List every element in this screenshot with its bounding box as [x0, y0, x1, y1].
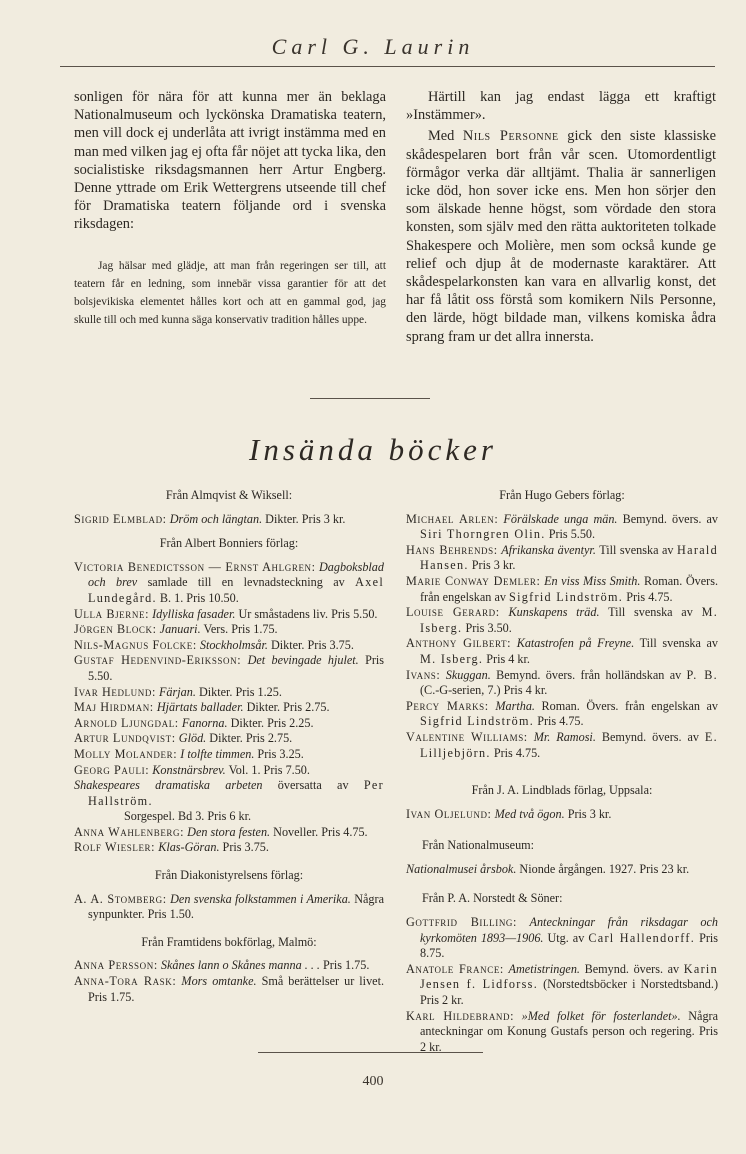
book-entry: Nils-Magnus Folcke: Stockholmsår. Dikter. Pris 3.75.	[74, 637, 354, 652]
book-entry: Marie Conway Demler: En viss Miss Smith. Roman. Övers. från engelskan av Sigfrid Lindström. Pris 4.75.	[406, 573, 719, 604]
book-entry: Anthony Gilbert: Katastrofen på Freyne. Till svenska av M. Isberg. Pris 4 kr.	[406, 636, 719, 666]
publisher-heading: Från Hugo Gebers förlag:	[499, 488, 625, 502]
book-entry: Anna Persson: Skånes lann o Skånes manna . . . Pris 1.75.	[74, 958, 370, 973]
book-entry: Valentine Williams: Mr. Ramosi. Bemynd. övers. av E. Lilljebjörn. Pris 4.75.	[406, 729, 719, 760]
publisher-heading: Från Diakonistyrelsens förlag:	[154, 868, 304, 883]
book-entry: Ivar Hedlund: Färjan. Dikter. Pris 1.25.	[74, 684, 282, 699]
left-paragraph: sonligen för nära för att kunna mer än beklaga Nationalmuseum och lyckönska Dramatiska teatern, men vill dock ej underlåta att ivrigt instämma med en man med vilken jag ej ofta får nöjet att tycka lika, den socialistiske riksdagsmannen herr Artur Engberg. Denne yttrade om Erik Wettergrens utseende till chef för Dramatiska teatern följande ord i svenska riksdagen:	[74, 89, 386, 233]
section-divider	[310, 398, 430, 399]
book-entry: Georg Pauli: Konstnärsbrev. Vol. 1. Pris 7.50.	[74, 762, 310, 777]
books-left-column	[74, 488, 384, 1005]
book-entry: Anna-Tora Rask: Mors omtanke. Små berättelser ur livet. Pris 1.75.	[74, 974, 385, 1004]
book-entry: Anna Wahlenberg: Den stora festen. Noveller. Pris 4.75.	[74, 824, 368, 839]
publisher-heading: Från Albert Bonniers förlag:	[159, 536, 299, 551]
right-column	[406, 88, 716, 346]
left-column	[74, 88, 386, 329]
book-entry: Ivan Oljelund: Med två ögon. Pris 3 kr.	[406, 806, 612, 821]
book-entry: Anatole France: Ametistringen. Bemynd. övers. av Karin Jensen f. Lidforss. (Norstedtsböcker i Norstedtsband.) Pris 2 kr.	[406, 961, 719, 1008]
book-entry: Percy Marks: Martha. Roman. Övers. från engelskan av Sigfrid Lindström. Pris 4.75.	[406, 698, 719, 729]
publisher-heading: Från P. A. Norstedt & Söner:	[422, 891, 563, 906]
book-entry: Rolf Wiesler: Klas-Göran. Pris 3.75.	[74, 840, 269, 855]
person-name: Nils Personne	[462, 128, 559, 145]
publisher-heading: Från Nationalmuseum:	[422, 838, 535, 853]
page-number: 400	[362, 1074, 384, 1089]
book-entry: Gottfrid Billing: Anteckningar från riksdagar och kyrkomöten 1893—1906. Utg. av Carl Hallendorff. Pris 8.75.	[406, 915, 719, 961]
book-entry: Sigrid Elmblad: Dröm och längtan. Dikter. Pris 3 kr.	[74, 511, 346, 526]
book-entry: Louise Gerard: Kunskapens träd. Till svenska av M. Isberg. Pris 3.50.	[406, 605, 719, 635]
book-entry: Artur Lundqvist: Glöd. Dikter. Pris 2.75.	[74, 731, 293, 746]
right-paragraph-2: Med Nils Personne gick den siste klassiske skådespelaren bort från vår scen. Utomordentligt förmågor verka där alltjämt. Thalia är sannerligen icke död, hon sover icke ens. Men hon sörjer den som älskade henne högst, som vördade den stora konsten, som själv med den rätta auktoriteten tolkade Shakespere och Molière, men som också kunde ge relief och djup åt de modernaste karaktärer. Att skådespelarkonsten kan vara en allvarlig konst, det har få låtit oss förstå som komikern Nils Personne, den lärde, högt bildade man, vilkens komiska ådra sprang fram ur det allra innersta.	[406, 128, 716, 345]
running-header: Carl G. Laurin	[271, 34, 475, 59]
book-entry: Karl Hildebrand: »Med folket för fosterlandet». Några anteckningar om Konung Gustafs person och regering. Pris 2 kr.	[406, 1008, 719, 1054]
book-entry: Victoria Benedictsson — Ernst Ahlgren: Dagboksblad och brev samlade till en levnadsteckning av Axel Lundegård. B. 1. Pris 10.50.	[74, 559, 384, 605]
book-entry: Arnold Ljungdal: Fanorna. Dikter. Pris 2.25.	[74, 715, 314, 730]
book-entry: Michael Arlen: Förälskade unga män. Bemynd. övers. av Siri Thorngren Olin. Pris 5.50.	[406, 511, 719, 542]
riksdag-quote: Jag hälsar med glädje, att man från regeringen ser till, att teatern får en ledning, som innebär vissa garantier för att det bolsjevikiska elementet hålles kort och att en gammal god, jag skulle till och med kunna säga konservativ tradition hålles uppe.	[74, 259, 386, 326]
book-entry: Nationalmusei årsbok. Nionde årgången. 1927. Pris 23 kr.	[406, 861, 690, 876]
book-entry: Ivans: Skuggan. Bemynd. övers. från holländskan av P. B. (C.-G-serien, 7.) Pris 4 kr.	[406, 667, 719, 698]
book-entry: Hans Behrends: Afrikanska äventyr. Till svenska av Harald Hansen. Pris 3 kr.	[406, 542, 719, 573]
publisher-heading: Från J. A. Lindblads förlag, Uppsala:	[471, 783, 653, 798]
header-rule	[60, 66, 715, 67]
book-entry: Shakespeares dramatiska arbeten översatta av Per Hallström. Sorgespel. Bd 3. Pris 6 kr.	[74, 778, 385, 824]
footer-rule	[258, 1052, 483, 1053]
book-entry: Molly Molander: I tolfte timmen. Pris 3.25.	[74, 746, 304, 761]
book-entry: Jörgen Block: Januari. Vers. Pris 1.75.	[74, 622, 278, 637]
book-entry: Gustaf Hedenvind-Eriksson: Det bevingade hjulet. Pris 5.50.	[74, 653, 385, 683]
section-title: Insända böcker	[249, 432, 497, 467]
books-right-column	[406, 488, 718, 1055]
book-entry: Maj Hirdman: Hjärtats ballader. Dikter. Pris 2.75.	[74, 700, 330, 715]
publisher-heading: Från Almqvist & Wiksell:	[165, 488, 293, 502]
book-entry: Ulla Bjerne: Idylliska fasader. Ur småstadens liv. Pris 5.50.	[74, 606, 378, 621]
book-entry: A. A. Stomberg: Den svenska folkstammen i Amerika. Några synpunkter. Pris 1.50.	[74, 891, 384, 922]
right-paragraph-1: Härtill kan jag endast lägga ett kraftigt »Instämmer».	[406, 89, 716, 124]
publisher-heading: Från Framtidens bokförlag, Malmö:	[141, 934, 317, 949]
